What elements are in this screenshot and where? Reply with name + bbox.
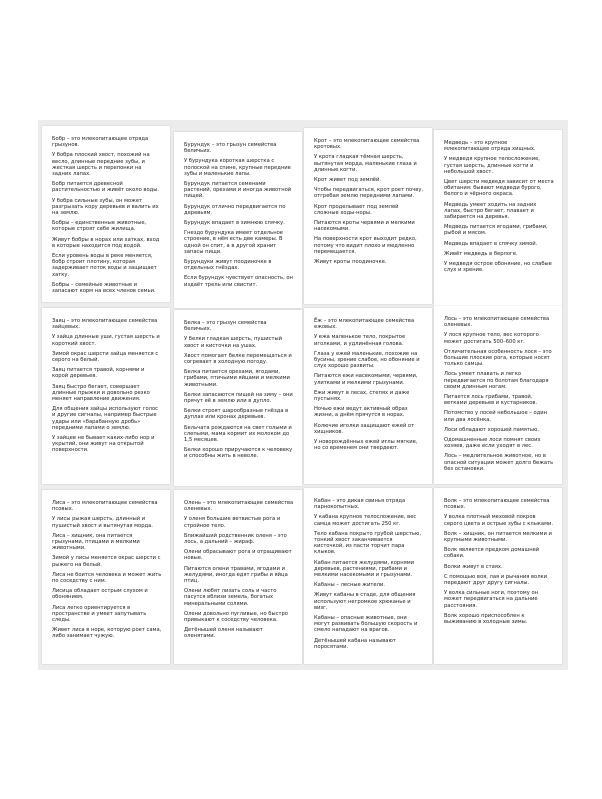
fact: Лось – медлительное животное, но в опасной ситуации может долго бежать без остановки. [444,453,554,472]
fact: Тело кабана покрыто грубой шерстью, тонкий хвост заканчивается кисточкой, из пасти торчит пара клыков. [314,530,421,556]
fact: Ночью ежи ведут активный образ жизни, а днём прячутся в норах. [314,406,408,419]
fact: Крот живет под землёй. [314,177,381,184]
fact: Белки запасаются пищей на зиму – они прячут её в землю или в дупло. [184,391,293,405]
fact: Волк хорошо приспособлен к выживанию в холодные зимы. [444,612,528,626]
fact: Потомство у лосей небольшое – один или два лосёнка. [444,410,548,423]
card-boar [304,488,432,664]
card-title: Заяц – это млекопитающее семейства зайцевых. [52,318,158,331]
fact: Бурундук впадает в зимнюю спячку. [184,220,285,227]
fact: Бобры – семейные животные и запасают корм на всех членов семьи. [52,281,156,295]
card-chipmunk [174,132,302,308]
fact: У бобра плоский хвост, похожий на весло, длинные передние зубы, и жесткая шерсть и перепонки на задних лапах. [52,152,150,178]
fact: Питается лось грибами, травой, ветками деревьев и кустарников. [444,394,538,407]
fact: Медведь впадает в спячку зимой. [444,240,538,247]
fact: Зимой у лисы меняется окрас шерсти с рыжего на белый. [52,555,161,568]
fact: Волки живут в стаях. [444,563,503,570]
fact: Питаются кроты червями и мелкими насекомыми. [314,220,415,233]
fact: Лисица обладает острым слухом и обонянием. [52,588,148,601]
card-title: Лиса – это млекопитающее семейства псовых. [52,500,158,513]
card-title: Лось – это млекопитающее семейства оленевых. [444,316,550,329]
fact: Белка питается орехами, ягодами, грибами, птичьими яйцами и мелкими животными. [184,369,290,388]
fact: С помощью воя, лая и рычания волки передают друг другу сигналы. [444,573,548,587]
fact: Цвет шерсти медведя зависит от места обитания: бывают медведи бурого, белого и чёрного окраса. [444,179,554,198]
fact: Белки строят шарообразные гнёзда в дуплах или кронах деревьев. [184,408,289,421]
fact: Ближайший родственник оленя – это лось, а дальний – жираф. [184,532,287,546]
fact: Бобры – единственные животные, которые строят себе жилища. [52,220,147,233]
fact: Лиса легко ориентируется в пространстве и умеет запутывать следы. [52,604,147,624]
fact: Олени любят лизать соль и часто пасутся вблизи земель, богатых минеральными солями. [184,588,277,607]
fact: Медведь умеет ходить на задних лапах, быстро бегает, плавает и забирается на деревья. [444,201,537,221]
card-deer [174,490,302,664]
fact: Волк – хищник, он питается мелкими и крупными животными. [444,530,552,544]
fact: Бурундук питается семенами растений, орехами и иногда животной пищей. [184,181,292,200]
fact: Волк является предком домашней собаки. [444,547,540,560]
fact: У зайца длинные уши, густая шерсть и короткий хвост. [52,334,160,347]
card-beaver [42,126,170,302]
card-mole [304,128,432,304]
fact: Лиса не боится человека и может жить по соседству с ним. [52,571,162,585]
fact: Хвост помогает белке перемещаться и согревает в холодную погоду. [184,352,292,366]
fact: Питаются олени травами, ягодами и желудями, иногда едят грибы и яйца птиц. [184,565,288,585]
card-sheet [38,120,568,670]
card-title: Ёж – это млекопитающее семейства ежовых. [314,318,415,331]
card-fox [42,490,170,664]
fact: Детёнышей кабана называют поросятами. [314,637,396,650]
fact: Белки хорошо приручаются к человеку и способны жить в неволе. [184,447,293,460]
fact: Одомашненные лоси помнят своих хозяев, даже если уходят в лес. [444,437,541,450]
fact: Живет лиса в норе, которую роет сама, либо занимает чужую. [52,627,162,640]
card-title: Олень – это млекопитающее семейства оленевых. [184,500,294,513]
fact: Зимой окрас шерсти зайца меняется с серого на белый. [52,350,159,364]
fact: У волка плотный меховой покров серого цвета и острые зубы с клыками. [444,514,554,527]
fact: Лось умеет плавать и легко передвигается по болотам благодаря своим длинным ногам. [444,371,549,390]
fact: Если бурундук чувствует опасность, он издаёт трель или свистит. [184,275,293,288]
fact: Живут кабаны в стаде, для общения используют негромкое хрюканье и визг. [314,592,416,611]
fact: У волка сильные ноги, поэтому он может передвигаться на дальние расстояния. [444,590,539,609]
fact: У зайцев не бывает каких-либо нор и укрытий, они живут на открытой поверхности. [52,435,155,454]
fact: Колючие иголки защищают ежей от хищников. [314,422,415,435]
card-title: Кабан – это дикая свинья отряда парнокопытных. [314,498,406,511]
fact: Бурундуки живут поодиночке в отдельных гнёздах. [184,259,272,272]
fact: У ежа маленькое тело, покрытое иголками, и удлинённая голова. [314,334,406,347]
fact: Заяц быстро бегает, совершает длинные прыжки и довольно резко меняет направление движения. [52,383,150,403]
fact: У лисы рыжая шерсть, длинный и пушистый хвост и вытянутая морда. [52,516,153,529]
card-bear [434,130,562,306]
fact: Бельчата рождаются на свет голыми и слепыми, мама кормит их молоком до 1,5 месяцев. [184,424,292,444]
fact: Лоси обладают хорошей памятью. [444,426,539,433]
card-elk [434,306,562,484]
fact: Бурундук отлично передвигается по деревьям. [184,203,286,216]
fact: Кабан питается желудями, корнями деревьев, растениями, грибами и мелкими насекомыми и грызунами. [314,559,415,579]
fact: Гнездо бурундука имеет отдельное строение, в нём есть две камеры. В одной он спит, а в другой хранит запасы пищи. [184,230,283,255]
fact: Глаза у ежей маленькие, похожие на бусины, зрение слабое, но обоняние и слух хорошо развиты. [314,350,420,370]
card-title: Белка – это грызун семейства беличьих. [184,320,267,333]
fact: Для общения зайцы используют голос и другие сигналы, например быстрые удары или «барабанную дробь» передними лапами о землю. [52,406,158,431]
card-squirrel [174,310,302,486]
fact: Чтобы передвигаться, крот роет почву, отгребая землю передними лапами. [314,187,424,200]
fact: Живут кроты поодиночке. [314,259,387,266]
fact: У медведя крупное телосложение, густая шерсть, длинные когти и небольшой хвост. [444,156,540,175]
fact: У оленя большие ветвистые рога и стройное тело. [184,516,281,529]
fact: Бобр питается древесной растительностью и живёт около воды. [52,181,159,194]
card-title: Бобр – это млекопитающее отряда грызунов. [52,136,149,149]
fact: Крот проделывает под землей сложные ходы-норы. [314,203,399,216]
fact: Отличительная особенность лося – это большие плоские рога, которые носят только самцы. [444,348,552,368]
fact: У новорождённых ежей иглы мягкие, но со временем они твердеют. [314,439,418,452]
card-title: Крот – это млекопитающее семейства кротовых. [314,138,420,151]
fact: Живут бобры в норах или хатках, вход в которые находится под водой. [52,236,160,249]
fact: Заяц питается травой, корнями и корой деревьев. [52,367,145,380]
fact: У бурундука короткая шерстка с полоской на спине, крупные передние зубы и маленькие лапы. [184,158,291,177]
fact: У лося крупное тело, вес которого может достигать 500–600 кг. [444,332,539,345]
fact: На поверхности крот выходит редко, потому что видит плохо и медленно перемещается. [314,236,417,255]
fact: Ежи живут в лесах, степях и даже пустынях. [314,389,410,403]
card-hare [42,308,170,484]
fact: У бобра сильные зубы, он может разгрызать кору деревьев и валить их на землю. [52,197,159,217]
card-title: Бурундук – это грызун семейства беличьих. [184,142,277,155]
card-title: Медведь – это крупное млекопитающее отряда хищных. [444,140,536,153]
card-hedgehog [304,308,432,484]
fact: Питаются ежи насекомыми, червями, улитками и мелкими грызунами. [314,373,418,386]
fact: Детёнышей оленя называют оленятами. [184,627,263,640]
fact: Олени обрасывают рога и отращивают новые. [184,549,292,562]
fact: Если уровень воды в реке меняется, бобр строит плотину, которая задерживает поток воды и защищает хатку. [52,253,157,278]
fact: У крота гладкая тёмная шерсть, вытянутая морда, маленькие глаза и длинные когти. [314,154,417,173]
fact: У белки гладкая шерсть, пушистый хвост и кисточки на ушах. [184,336,282,349]
fact: Лиса – хищник, она питается грызунами, птицами и мелкими животными. [52,532,140,552]
card-wolf [434,488,562,664]
fact: Олени довольно пугливые, но быстро привыкают к соседству человека. [184,610,288,624]
fact: У кабана крупное телосложение, вес самца может достигать 250 кг. [314,514,417,527]
fact: Кабаны – лесные жители. [314,582,385,589]
fact: Медведь питается ягодами, грибами, рыбой и мясом. [444,224,548,237]
fact: Живёт медведь в берлоге. [444,250,518,257]
fact: У медведя острое обоняние, но слабые слух и зрение. [444,261,552,274]
card-title: Волк – это млекопитающее семейства псовых. [444,498,550,511]
fact: Кабаны – опасные животные, они могут развивать большую скорость и смело нападают на врагов. [314,615,418,634]
